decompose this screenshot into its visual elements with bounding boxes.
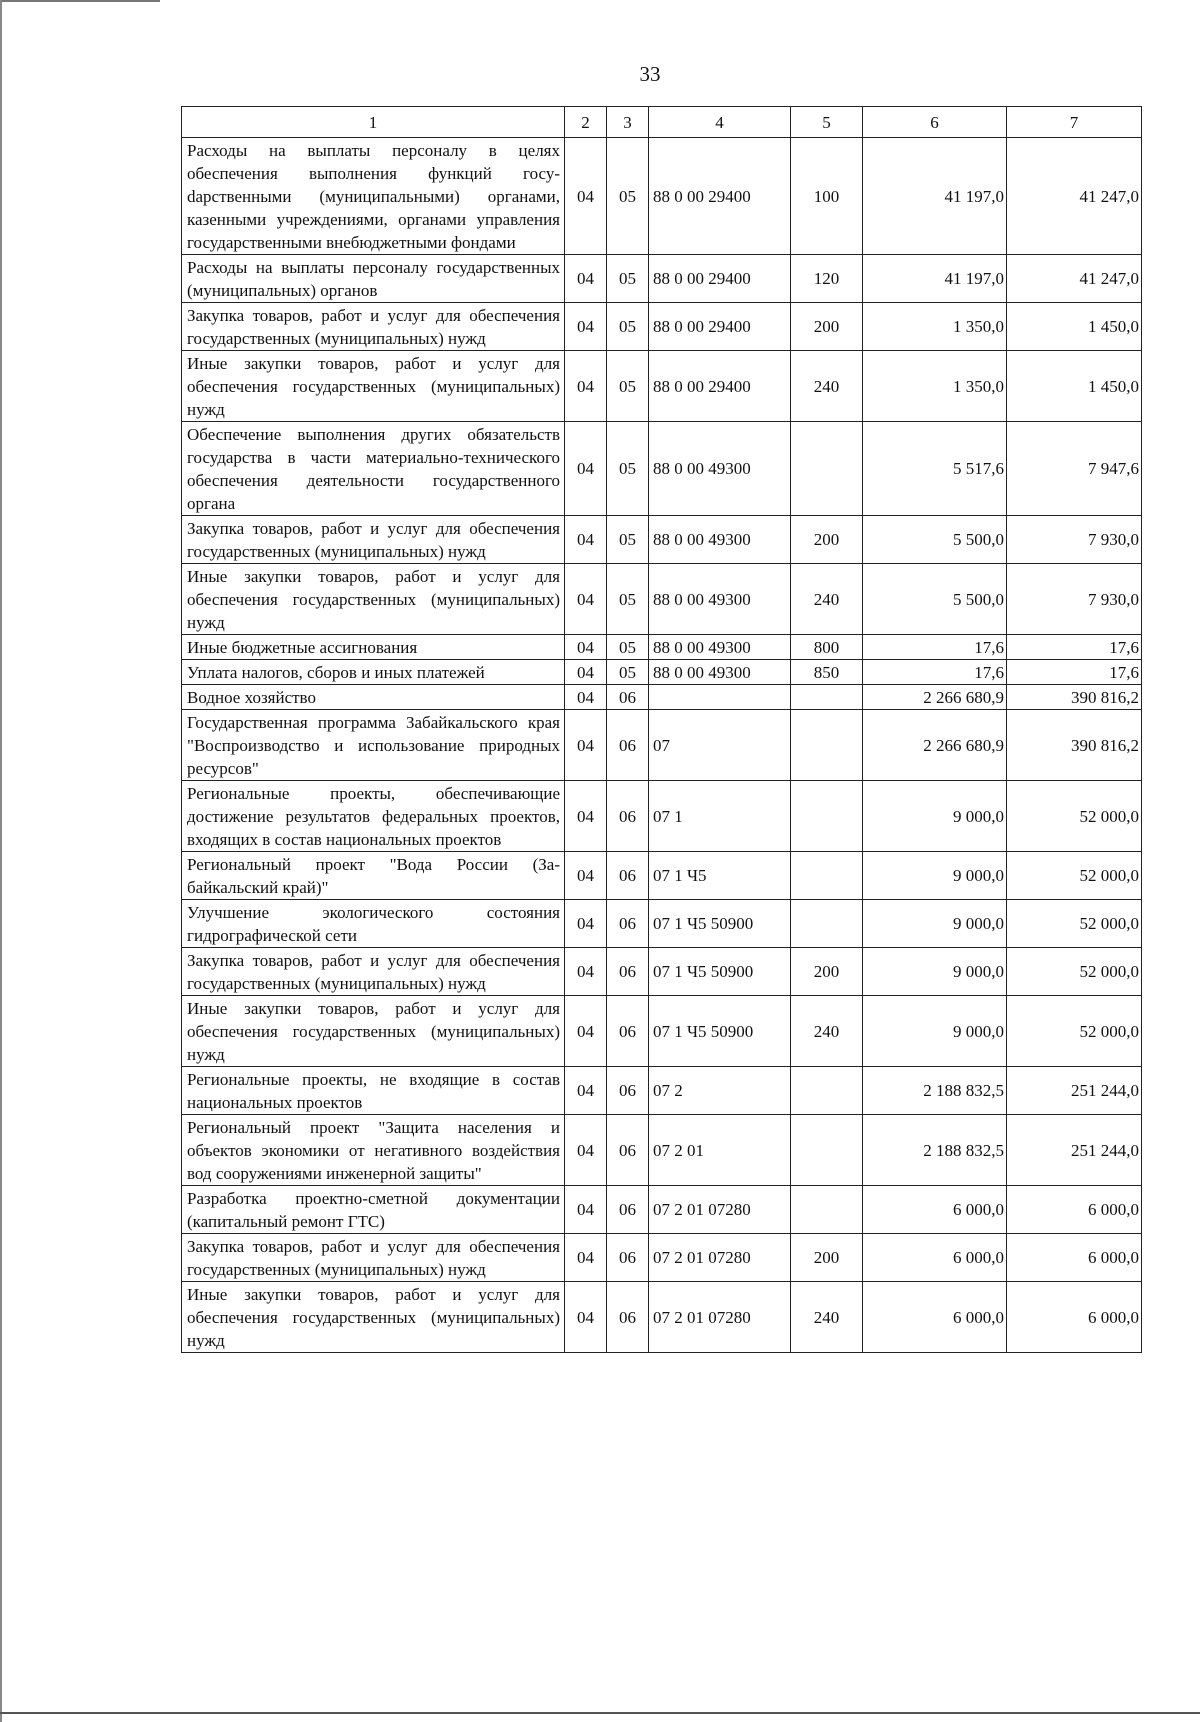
row-expense-type [791, 710, 863, 781]
row-target-article: 07 1 Ч5 [649, 852, 791, 900]
row-amount-col7: 52 000,0 [1007, 781, 1142, 852]
row-description: Иные закупки товаров, работ и услуг для обеспечения государственных (муниципальных) нужд [182, 996, 565, 1067]
row-amount-col7: 17,6 [1007, 635, 1142, 660]
row-amount-col6: 2 188 832,5 [863, 1115, 1007, 1186]
row-expense-type: 120 [791, 255, 863, 303]
row-section-code: 04 [565, 660, 607, 685]
row-expense-type: 200 [791, 516, 863, 564]
row-target-article: 07 2 01 07280 [649, 1234, 791, 1282]
row-subsection-code: 05 [607, 255, 649, 303]
row-section-code: 04 [565, 996, 607, 1067]
row-amount-col7: 251 244,0 [1007, 1067, 1142, 1115]
row-expense-type [791, 852, 863, 900]
row-target-article: 07 2 [649, 1067, 791, 1115]
row-subsection-code: 06 [607, 996, 649, 1067]
row-expense-type: 800 [791, 635, 863, 660]
row-amount-col6: 9 000,0 [863, 781, 1007, 852]
row-expense-type [791, 1186, 863, 1234]
table-body [182, 138, 1142, 1353]
row-amount-col6: 17,6 [863, 635, 1007, 660]
row-amount-col6: 9 000,0 [863, 996, 1007, 1067]
row-description: Обеспечение выполнения других обязательств государства в части материально-технического обеспечения деятельности государственного органа [182, 422, 565, 516]
row-subsection-code: 06 [607, 710, 649, 781]
row-section-code: 04 [565, 948, 607, 996]
row-description: Иные закупки товаров, работ и услуг для обеспечения государственных (муниципальных) нужд [182, 564, 565, 635]
row-expense-type [791, 422, 863, 516]
table-row [182, 685, 1142, 710]
header-col-2: 2 [565, 107, 607, 138]
row-section-code: 04 [565, 635, 607, 660]
table-header [182, 107, 1142, 138]
row-section-code: 04 [565, 685, 607, 710]
table-row [182, 255, 1142, 303]
row-target-article: 88 0 00 49300 [649, 660, 791, 685]
row-subsection-code: 05 [607, 303, 649, 351]
header-col-3: 3 [607, 107, 649, 138]
row-target-article: 88 0 00 29400 [649, 138, 791, 255]
budget-table [181, 106, 1142, 1353]
table-row [182, 996, 1142, 1067]
row-section-code: 04 [565, 852, 607, 900]
table-row [182, 781, 1142, 852]
row-target-article: 07 1 [649, 781, 791, 852]
row-section-code: 04 [565, 138, 607, 255]
table-row [182, 303, 1142, 351]
row-amount-col7: 41 247,0 [1007, 255, 1142, 303]
row-subsection-code: 06 [607, 852, 649, 900]
row-expense-type [791, 1067, 863, 1115]
row-target-article: 88 0 00 49300 [649, 635, 791, 660]
row-expense-type [791, 900, 863, 948]
row-description: Закупка товаров, работ и услуг для обеспечения государственных (муниципальных) нужд [182, 303, 565, 351]
row-amount-col6: 9 000,0 [863, 948, 1007, 996]
budget-table-container [181, 106, 1141, 1353]
row-section-code: 04 [565, 564, 607, 635]
row-expense-type: 200 [791, 1234, 863, 1282]
row-amount-col7: 17,6 [1007, 660, 1142, 685]
row-target-article: 88 0 00 29400 [649, 255, 791, 303]
row-description: Расходы на выплаты персоналу в целях обеспечения выполнения функций госуdарственными (муниципальными) органами, казенными учреждениями, органами управления государственными внебюджетными фондами [182, 138, 565, 255]
row-section-code: 04 [565, 1067, 607, 1115]
scan-edge-top [0, 0, 160, 2]
row-amount-col7: 7 930,0 [1007, 564, 1142, 635]
row-amount-col7: 52 000,0 [1007, 996, 1142, 1067]
row-target-article: 07 2 01 07280 [649, 1282, 791, 1353]
row-expense-type [791, 781, 863, 852]
table-row [182, 948, 1142, 996]
row-expense-type: 200 [791, 948, 863, 996]
row-amount-col6: 9 000,0 [863, 852, 1007, 900]
table-row [182, 635, 1142, 660]
row-expense-type: 100 [791, 138, 863, 255]
row-subsection-code: 05 [607, 635, 649, 660]
scan-edge-bottom [0, 1712, 1200, 1714]
row-amount-col7: 52 000,0 [1007, 852, 1142, 900]
row-section-code: 04 [565, 1115, 607, 1186]
row-section-code: 04 [565, 781, 607, 852]
row-amount-col7: 7 930,0 [1007, 516, 1142, 564]
row-description: Иные закупки товаров, работ и услуг для обеспечения государственных (муниципальных) нужд [182, 351, 565, 422]
row-amount-col7: 390 816,2 [1007, 710, 1142, 781]
row-amount-col7: 6 000,0 [1007, 1282, 1142, 1353]
table-row [182, 422, 1142, 516]
row-expense-type: 200 [791, 303, 863, 351]
row-subsection-code: 05 [607, 422, 649, 516]
table-row [182, 564, 1142, 635]
table-row [182, 1282, 1142, 1353]
row-target-article: 88 0 00 29400 [649, 303, 791, 351]
row-expense-type: 240 [791, 1282, 863, 1353]
row-description: Закупка товаров, работ и услуг для обеспечения государственных (муниципальных) нужд [182, 516, 565, 564]
row-description: Закупка товаров, работ и услуг для обеспечения государственных (муниципальных) нужд [182, 1234, 565, 1282]
page-number [0, 62, 1200, 87]
row-amount-col6: 2 188 832,5 [863, 1067, 1007, 1115]
row-amount-col7: 1 450,0 [1007, 303, 1142, 351]
row-description: Улучшение экологического состояния гидрографической сети [182, 900, 565, 948]
row-amount-col6: 5 500,0 [863, 564, 1007, 635]
row-amount-col6: 2 266 680,9 [863, 710, 1007, 781]
table-row [182, 1115, 1142, 1186]
row-description: Закупка товаров, работ и услуг для обеспечения государственных (муниципальных) нужд [182, 948, 565, 996]
table-row [182, 852, 1142, 900]
row-target-article: 88 0 00 49300 [649, 516, 791, 564]
table-row [182, 900, 1142, 948]
row-section-code: 04 [565, 1186, 607, 1234]
scan-edge-left [0, 0, 2, 1722]
header-row [182, 107, 1142, 138]
row-subsection-code: 05 [607, 138, 649, 255]
row-amount-col6: 6 000,0 [863, 1234, 1007, 1282]
row-description: Региональный проект "Защита населения и объектов экономики от негативного воздействия вод сооружениями инженерной защиты" [182, 1115, 565, 1186]
table-row [182, 710, 1142, 781]
row-amount-col7: 6 000,0 [1007, 1186, 1142, 1234]
row-subsection-code: 06 [607, 1115, 649, 1186]
row-description: Расходы на выплаты персоналу государственных (муниципальных) органов [182, 255, 565, 303]
row-amount-col6: 6 000,0 [863, 1282, 1007, 1353]
row-amount-col7: 390 816,2 [1007, 685, 1142, 710]
row-description: Иные закупки товаров, работ и услуг для обеспечения государственных (муниципальных) нужд [182, 1282, 565, 1353]
row-target-article: 88 0 00 49300 [649, 564, 791, 635]
table-row [182, 1186, 1142, 1234]
row-expense-type: 850 [791, 660, 863, 685]
row-amount-col6: 5 500,0 [863, 516, 1007, 564]
row-target-article: 07 1 Ч5 50900 [649, 948, 791, 996]
table-row [182, 138, 1142, 255]
row-description: Разработка проектно-сметной документации (капитальный ремонт ГТС) [182, 1186, 565, 1234]
row-target-article: 07 1 Ч5 50900 [649, 996, 791, 1067]
row-amount-col7: 6 000,0 [1007, 1234, 1142, 1282]
row-expense-type [791, 1115, 863, 1186]
row-amount-col6: 5 517,6 [863, 422, 1007, 516]
row-amount-col6: 9 000,0 [863, 900, 1007, 948]
row-amount-col6: 1 350,0 [863, 303, 1007, 351]
table-row [182, 660, 1142, 685]
table-row [182, 351, 1142, 422]
row-amount-col7: 52 000,0 [1007, 948, 1142, 996]
row-section-code: 04 [565, 1234, 607, 1282]
row-expense-type: 240 [791, 351, 863, 422]
row-section-code: 04 [565, 1282, 607, 1353]
row-subsection-code: 06 [607, 1067, 649, 1115]
row-description: Иные бюджетные ассигнования [182, 635, 565, 660]
row-amount-col6: 17,6 [863, 660, 1007, 685]
row-section-code: 04 [565, 255, 607, 303]
row-description: Государственная программа Забайкальского края "Воспроизводство и использование природных ресурсов" [182, 710, 565, 781]
row-target-article: 88 0 00 49300 [649, 422, 791, 516]
row-section-code: 04 [565, 710, 607, 781]
row-subsection-code: 05 [607, 351, 649, 422]
row-description: Водное хозяйство [182, 685, 565, 710]
row-description: Региональный проект "Вода России (Забайкальский край)" [182, 852, 565, 900]
row-amount-col7: 251 244,0 [1007, 1115, 1142, 1186]
row-subsection-code: 06 [607, 900, 649, 948]
header-col-5: 5 [791, 107, 863, 138]
row-description: Региональные проекты, обеспечивающие достижение результатов федеральных проектов, входящих в состав национальных проектов [182, 781, 565, 852]
row-target-article: 07 2 01 [649, 1115, 791, 1186]
row-section-code: 04 [565, 900, 607, 948]
row-amount-col7: 1 450,0 [1007, 351, 1142, 422]
row-description: Региональные проекты, не входящие в состав национальных проектов [182, 1067, 565, 1115]
row-target-article [649, 685, 791, 710]
row-target-article: 07 1 Ч5 50900 [649, 900, 791, 948]
row-subsection-code: 05 [607, 660, 649, 685]
table-row [182, 516, 1142, 564]
header-col-7: 7 [1007, 107, 1142, 138]
row-subsection-code: 06 [607, 948, 649, 996]
table-row [182, 1067, 1142, 1115]
row-description: Уплата налогов, сборов и иных платежей [182, 660, 565, 685]
header-col-1: 1 [182, 107, 565, 138]
row-subsection-code: 06 [607, 1282, 649, 1353]
row-amount-col6: 6 000,0 [863, 1186, 1007, 1234]
page-number-text: 33 [639, 62, 661, 86]
row-subsection-code: 05 [607, 516, 649, 564]
row-subsection-code: 06 [607, 781, 649, 852]
header-col-4: 4 [649, 107, 791, 138]
row-target-article: 07 2 01 07280 [649, 1186, 791, 1234]
row-amount-col6: 41 197,0 [863, 255, 1007, 303]
row-subsection-code: 06 [607, 685, 649, 710]
row-amount-col7: 7 947,6 [1007, 422, 1142, 516]
row-amount-col6: 2 266 680,9 [863, 685, 1007, 710]
row-target-article: 07 [649, 710, 791, 781]
row-amount-col7: 52 000,0 [1007, 900, 1142, 948]
row-section-code: 04 [565, 351, 607, 422]
row-expense-type [791, 685, 863, 710]
row-section-code: 04 [565, 516, 607, 564]
row-expense-type: 240 [791, 564, 863, 635]
row-amount-col7: 41 247,0 [1007, 138, 1142, 255]
row-subsection-code: 06 [607, 1234, 649, 1282]
row-expense-type: 240 [791, 996, 863, 1067]
row-section-code: 04 [565, 303, 607, 351]
table-row [182, 1234, 1142, 1282]
row-section-code: 04 [565, 422, 607, 516]
row-subsection-code: 06 [607, 1186, 649, 1234]
row-target-article: 88 0 00 29400 [649, 351, 791, 422]
row-amount-col6: 41 197,0 [863, 138, 1007, 255]
row-amount-col6: 1 350,0 [863, 351, 1007, 422]
row-subsection-code: 05 [607, 564, 649, 635]
header-col-6: 6 [863, 107, 1007, 138]
